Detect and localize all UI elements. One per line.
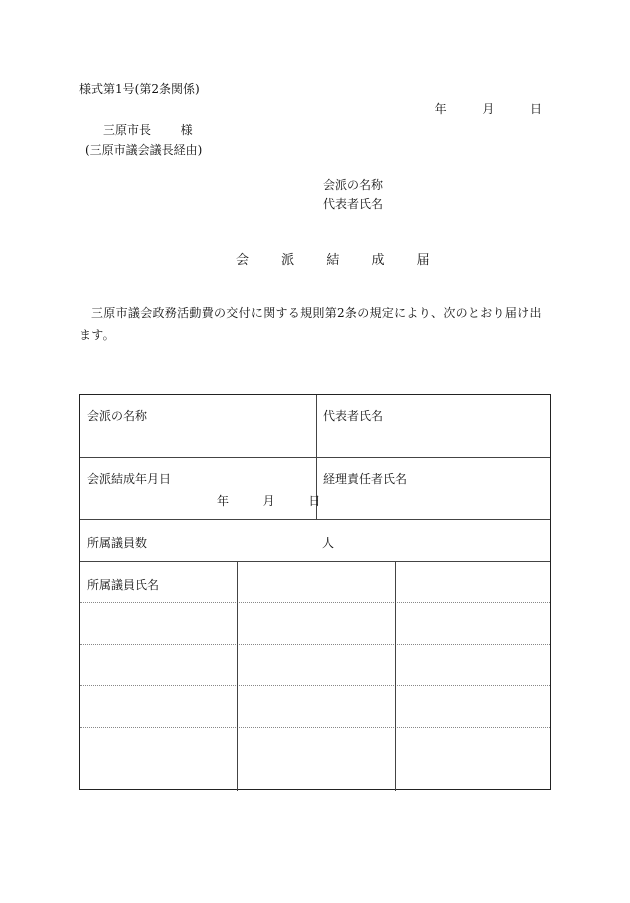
sender-faction-name-label: 会派の名称: [323, 178, 384, 192]
faction-name-label: 会派の名称: [87, 409, 148, 423]
member-name-cell[interactable]: [396, 728, 550, 788]
member-name-cell[interactable]: [238, 562, 394, 602]
member-count-field[interactable]: [87, 534, 147, 551]
representative-field[interactable]: [323, 407, 383, 424]
member-name-cell[interactable]: [396, 562, 550, 602]
member-name-cell[interactable]: [238, 603, 394, 643]
faction-name-field[interactable]: [87, 407, 147, 424]
month-label: 月: [262, 494, 275, 508]
person-unit-label: 人: [322, 536, 335, 550]
day-label: 日: [308, 494, 321, 508]
document-title: [222, 249, 444, 268]
registration-form-table: [79, 394, 551, 790]
member-name-cell[interactable]: [80, 645, 236, 685]
member-name-cell[interactable]: [80, 686, 236, 726]
member-name-cell[interactable]: [396, 645, 550, 685]
formation-date-field[interactable]: [87, 470, 171, 487]
addressee-name: 三原市長: [103, 123, 152, 137]
sender-representative-label: 代表者氏名: [323, 197, 384, 211]
title-char: 成: [371, 253, 385, 268]
accountant-field[interactable]: [323, 470, 407, 487]
title-char: 派: [281, 253, 295, 268]
month-label: 月: [482, 102, 495, 116]
accountant-label: 経理責任者氏名: [323, 472, 408, 486]
via-note: (三原市議会議長経由): [85, 143, 203, 157]
member-name-cell[interactable]: [396, 686, 550, 726]
member-name-cell[interactable]: [238, 686, 394, 726]
member-count-label: 所属議員数: [87, 536, 148, 550]
title-char: 結: [326, 253, 340, 268]
day-label: 日: [529, 102, 542, 116]
form-number: 様式第1号(第2条関係): [79, 82, 200, 96]
year-label: 年: [434, 102, 447, 116]
formation-date-placeholder: [217, 492, 320, 509]
member-name-cell[interactable]: [238, 728, 394, 788]
title-char: 会: [236, 253, 250, 268]
body-paragraph: 三原市議会政務活動費の交付に関する規則第2条の規定により、次のとおり届け出ます。: [79, 306, 542, 342]
addressee: [103, 121, 193, 138]
title-char: 届: [416, 253, 430, 268]
member-name-cell[interactable]: [80, 603, 236, 643]
member-name-cell[interactable]: [238, 645, 394, 685]
representative-label: 代表者氏名: [323, 409, 384, 423]
addressee-honorific: 様: [180, 123, 193, 137]
member-names-label: 所属議員氏名: [87, 578, 160, 592]
year-label: 年: [217, 494, 230, 508]
submission-date: [435, 100, 542, 117]
formation-date-label: 会派結成年月日: [87, 472, 172, 486]
member-name-cell[interactable]: [396, 603, 550, 643]
member-name-cell[interactable]: [80, 728, 236, 788]
